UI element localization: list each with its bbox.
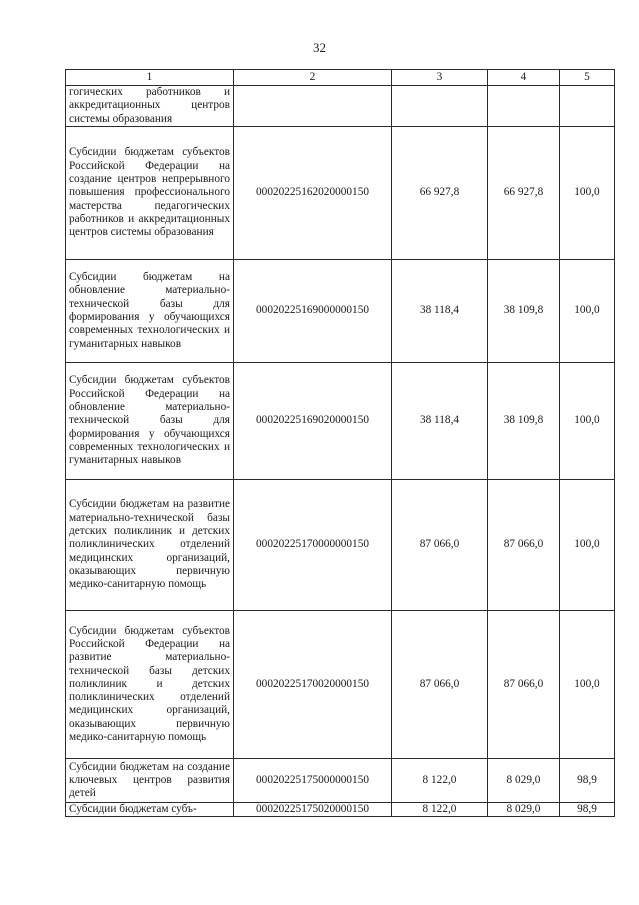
row-col5	[560, 86, 615, 127]
row-col3: 8 122,0	[392, 803, 488, 817]
table-row	[66, 803, 615, 817]
row-code: 00020225169020000150	[234, 363, 392, 480]
row-description: гогических работников и аккредитационных центров системы образования	[66, 86, 234, 127]
row-col5: 100,0	[560, 611, 615, 759]
row-col3: 38 118,4	[392, 260, 488, 363]
row-col5: 98,9	[560, 759, 615, 803]
row-code: 00020225162020000150	[234, 127, 392, 260]
row-code	[234, 86, 392, 127]
row-col3: 87 066,0	[392, 480, 488, 611]
column-header-5: 5	[560, 70, 615, 86]
row-col5: 100,0	[560, 480, 615, 611]
column-header-2: 2	[234, 70, 392, 86]
row-code: 00020225170000000150	[234, 480, 392, 611]
row-col3	[392, 86, 488, 127]
table-row	[66, 759, 615, 803]
row-col3: 87 066,0	[392, 611, 488, 759]
row-description: Субсидии бюджетам субъектов Российской Федерации на развитие материально-технической базы детских поликлиник и детских поликлинических отделений медицинских организаций, оказывающих первичную медико-санитарную помощь	[66, 611, 234, 759]
row-code: 00020225169000000150	[234, 260, 392, 363]
row-col3: 38 118,4	[392, 363, 488, 480]
row-col4: 38 109,8	[488, 363, 560, 480]
row-col4: 8 029,0	[488, 803, 560, 817]
table-header-row	[66, 70, 615, 86]
row-col5: 100,0	[560, 260, 615, 363]
table-row	[66, 611, 615, 759]
page-number: 32	[313, 40, 326, 55]
table-row	[66, 480, 615, 611]
budget-table	[65, 69, 615, 817]
row-code: 00020225175020000150	[234, 803, 392, 817]
column-header-4: 4	[488, 70, 560, 86]
row-description: Субсидии бюджетам на создание ключевых центров развития детей	[66, 759, 234, 803]
row-col5: 100,0	[560, 127, 615, 260]
row-code: 00020225170020000150	[234, 611, 392, 759]
row-col3: 8 122,0	[392, 759, 488, 803]
row-description: Субсидии бюджетам субъектов Российской Федерации на обновление материально-технической базы для формирования у обучающихся современных технологических и гуманитарных навыков	[66, 363, 234, 480]
row-col4: 8 029,0	[488, 759, 560, 803]
row-col4	[488, 86, 560, 127]
row-col4: 38 109,8	[488, 260, 560, 363]
row-col3: 66 927,8	[392, 127, 488, 260]
row-col5: 98,9	[560, 803, 615, 817]
column-header-3: 3	[392, 70, 488, 86]
row-col4: 87 066,0	[488, 480, 560, 611]
row-col4: 87 066,0	[488, 611, 560, 759]
table-row	[66, 260, 615, 363]
row-description: Субсидии бюджетам субъ-	[66, 803, 234, 817]
row-col5: 100,0	[560, 363, 615, 480]
column-header-1: 1	[66, 70, 234, 86]
row-description: Субсидии бюджетам на развитие материально-технической базы детских поликлиник и детских поликлинических отделений медицинских организаций, оказывающих первичную медико-санитарную помощь	[66, 480, 234, 611]
table-row	[66, 363, 615, 480]
row-description: Субсидии бюджетам субъектов Российской Федерации на создание центров непрерывного повышения профессионального мастерства педагогических работников и аккредитационных центров системы образования	[66, 127, 234, 260]
table-row	[66, 127, 615, 260]
row-col4: 66 927,8	[488, 127, 560, 260]
row-description: Субсидии бюджетам на обновление материально-технической базы для формирования у обучающихся современных технологических и гуманитарных навыков	[66, 260, 234, 363]
row-code: 00020225175000000150	[234, 759, 392, 803]
table-row	[66, 86, 615, 127]
